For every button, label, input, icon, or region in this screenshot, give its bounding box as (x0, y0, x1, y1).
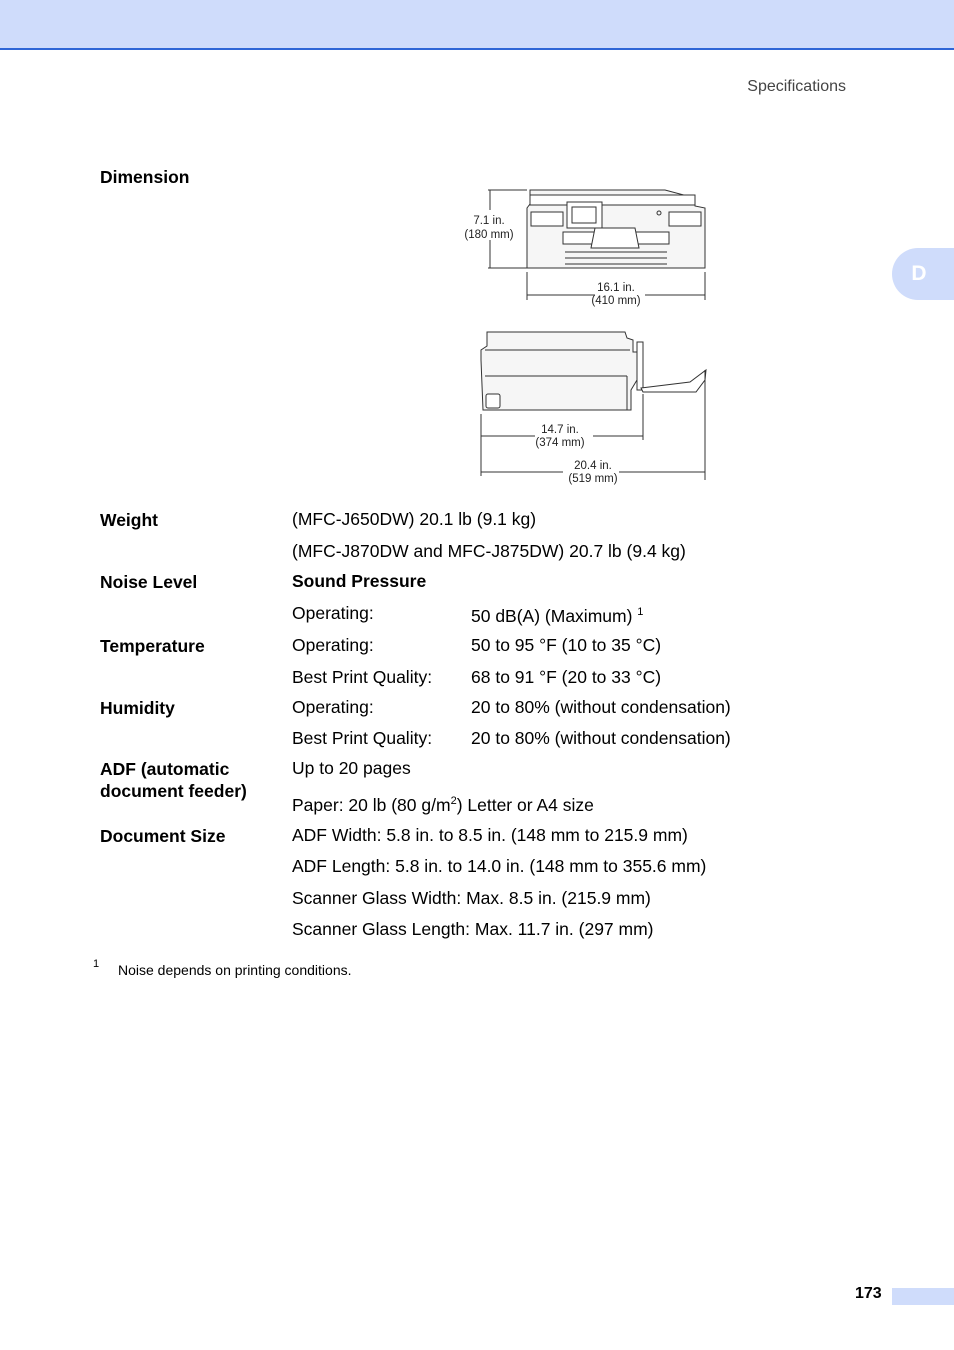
chapter-tab[interactable] (892, 248, 954, 300)
front-height-mm-label: (180 mm) (464, 229, 514, 241)
page-number: 173 (855, 1285, 882, 1302)
front-width-mm-label: (410 mm) (591, 295, 641, 307)
side-depth-ext-mm-label: (519 mm) (568, 473, 618, 485)
humidity-operating-value: 20 to 80% (without condensation) (471, 697, 731, 717)
footnote-ref[interactable]: 1 (637, 606, 644, 619)
side-depth-label: 14.7 in. (541, 424, 579, 436)
document-size-line: Scanner Glass Length: Max. 11.7 in. (297 mm) (292, 919, 654, 939)
weight-line2: (MFC-J870DW and MFC-J875DW) 20.7 lb (9.4 kg) (292, 541, 686, 561)
temperature-label: Temperature (100, 636, 205, 656)
dimension-label: Dimension (100, 167, 190, 187)
front-height-label: 7.1 in. (473, 215, 505, 227)
printer-dimension-drawing (455, 180, 725, 490)
adf-paper: Paper: 20 lb (80 $g/m^2$) Letter or A4 size (292, 795, 594, 815)
document-size-label: Document Size (100, 826, 226, 846)
temperature-best-value: 68 to 91 °F (20 to 33 °C) (471, 667, 662, 687)
dimension-figure (455, 180, 725, 495)
document-size-line: ADF Length: 5.8 in. to 14.0 in. (148 mm to 355.6 mm) (292, 856, 707, 876)
document-size-line: ADF Width: 5.8 in. to 8.5 in. (148 mm to 215.9 mm) (292, 825, 688, 845)
adf-label-line2: document feeder) (100, 781, 247, 801)
noise-level-label: Noise Level (100, 572, 198, 592)
adf-pages: Up to 20 pages (292, 758, 411, 778)
sound-pressure-heading: Sound Pressure (292, 571, 427, 591)
humidity-label: Humidity (100, 698, 175, 718)
running-head: Specifications (747, 78, 846, 95)
header-band (0, 0, 954, 50)
adf-label (100, 758, 247, 802)
document-size-line: Scanner Glass Width: Max. 8.5 in. (215.9 mm) (292, 888, 651, 908)
humidity-operating-label: Operating: (292, 697, 374, 717)
side-depth-ext-label: 20.4 in. (574, 460, 612, 472)
page-number-bar (892, 1288, 954, 1305)
printer-side-outline (481, 332, 637, 410)
temperature-operating-label: Operating: (292, 635, 374, 655)
weight-line1: (MFC-J650DW) 20.1 lb (9.1 kg) (292, 509, 537, 529)
temperature-best-label: Best Print Quality: (292, 667, 433, 687)
noise-operating-label: Operating: (292, 603, 374, 623)
footnote-text: Noise depends on printing conditions. (118, 962, 352, 978)
humidity-best-value: 20 to 80% (without condensation) (471, 728, 731, 748)
front-width-label: 16.1 in. (597, 282, 635, 294)
footnote-mark: 1 (93, 958, 100, 970)
side-depth-mm-label: (374 mm) (535, 437, 585, 449)
temperature-operating-value: 50 to 95 °F (10 to 35 °C) (471, 635, 662, 655)
noise-operating-value: 50 dB(A) (Maximum) $^1$ (471, 606, 644, 626)
adf-label-line1: ADF (automatic (100, 759, 230, 779)
humidity-best-label: Best Print Quality: (292, 728, 433, 748)
weight-label: Weight (100, 510, 159, 530)
chapter-tab-letter: D (911, 262, 927, 285)
